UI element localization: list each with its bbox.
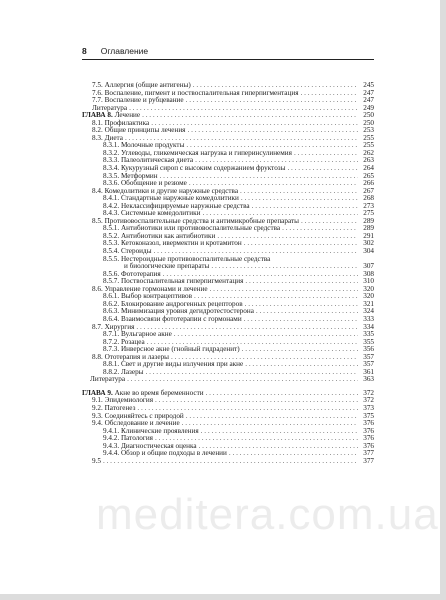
- toc-page-number: 310: [363, 277, 374, 286]
- toc-page-number: 245: [363, 81, 374, 89]
- toc-page-number: 253: [363, 126, 374, 135]
- dot-leader: [252, 203, 358, 211]
- toc-entry-text: 8.5. Противовоспалительные средства и антимикробные препараты: [92, 216, 299, 225]
- dot-leader: [182, 420, 358, 428]
- toc-entry: [82, 369, 374, 377]
- dot-leader: [201, 428, 358, 436]
- toc-page-number: 268: [363, 194, 374, 203]
- dot-leader: [287, 165, 358, 173]
- dot-leader: [294, 150, 358, 158]
- toc-entry-text: 8.4.2. Неклассифицируемые наружные средства: [103, 201, 250, 210]
- dot-leader: [186, 97, 358, 105]
- toc-page-number: 291: [363, 231, 374, 240]
- toc-entry-text: 7.7. Воспаление и рубцевание: [92, 96, 184, 105]
- header-rule: [82, 59, 374, 60]
- toc-page-number: 334: [363, 322, 374, 331]
- toc-page-number: 308: [363, 269, 374, 278]
- toc-page-number: 335: [363, 330, 374, 339]
- toc-page-number: 357: [363, 360, 374, 369]
- toc-entry-text: 8.7. Хирургия: [92, 322, 135, 331]
- toc-entry-text: 7.6. Воспаление, пигмент и поствоспалительная гиперпигментация: [92, 88, 299, 97]
- dot-leader: [127, 376, 358, 384]
- toc-page-number: 320: [363, 284, 374, 293]
- dot-leader: [245, 301, 358, 309]
- toc-page-number: 307: [363, 262, 374, 271]
- toc-page-number: 247: [363, 88, 374, 97]
- toc-entry-text: 9.4.4. Обзор и общие подходы в лечении: [103, 449, 227, 458]
- toc-entry-text: 9.2. Патогенез: [92, 403, 136, 412]
- dot-leader: [211, 263, 358, 271]
- toc-entry-text: 8.5.2. Антибиотики как антибиотики: [103, 231, 216, 240]
- toc-page-number: 376: [363, 434, 374, 443]
- dot-leader: [240, 188, 358, 196]
- toc-entry-text: 9.4. Обследование и лечение: [92, 419, 180, 428]
- toc-entry-text: 8.7.2. Розацеа: [103, 337, 145, 346]
- dot-leader: [301, 218, 358, 226]
- toc-entry-text: 8.5.7. Поствоспалительная гиперпигментация: [103, 277, 244, 286]
- dot-leader: [146, 369, 359, 377]
- toc-page-number: 321: [363, 299, 374, 308]
- dot-leader: [256, 308, 358, 316]
- dot-leader: [242, 346, 358, 354]
- toc-page-number: 275: [363, 209, 374, 218]
- toc-entry-text: 8.4.1. Стандартные наружные комедолитики: [103, 194, 239, 203]
- toc-entry-text: 8.6.2. Блокирование андрогенных рецепторов: [103, 299, 243, 308]
- toc-entry-text: 8.3. Диета: [92, 133, 123, 142]
- toc-entry-text: 8.3.6. Обобщение и резюме: [103, 179, 187, 188]
- toc-page-number: 356: [363, 345, 374, 354]
- toc-entry-title: [92, 458, 101, 466]
- toc-entry-text: Литература: [92, 103, 128, 112]
- toc-entry-text: 9.4.1. Клинические проявления: [103, 426, 199, 435]
- toc-page-number: 363: [363, 375, 374, 384]
- toc-page-number: 376: [363, 426, 374, 435]
- toc-page-number: 357: [363, 352, 374, 361]
- toc-page-number: 266: [363, 179, 374, 188]
- toc-entry-text: 8.6. Управление гормонами и лечение: [92, 284, 208, 293]
- toc-page-number: 263: [363, 156, 374, 165]
- toc-page-number: 262: [363, 148, 374, 157]
- dot-leader: [245, 278, 358, 286]
- dot-leader: [188, 127, 359, 135]
- toc-entry-text: 8.2. Общие принципы лечения: [92, 126, 186, 135]
- toc-entry-text: 8.5.3. Кетоконазол, ивермектин и кротамитон: [103, 239, 242, 248]
- toc-page-number: 320: [363, 292, 374, 301]
- toc-page-number: 249: [363, 103, 374, 112]
- toc-entry-text: 9.4.2. Патология: [103, 434, 153, 443]
- dot-leader: [244, 240, 358, 248]
- toc-page-number: 324: [363, 307, 374, 316]
- toc-entry-text: 9.5: [92, 456, 101, 465]
- dot-leader: [245, 361, 358, 369]
- dot-leader: [229, 450, 358, 458]
- dot-leader: [241, 195, 358, 203]
- dot-leader: [282, 225, 358, 233]
- toc-page-number: 289: [363, 224, 374, 233]
- toc-entry-text: 9.4.3. Диагностическая оценка: [103, 441, 197, 450]
- toc-entry-text: 8.6.3. Минимизация уровня дегидротестостерона: [103, 307, 254, 316]
- toc-page-number: 250: [363, 111, 374, 120]
- page-header: [82, 46, 374, 56]
- dot-leader: [155, 397, 358, 405]
- toc-page-number: 377: [363, 456, 374, 465]
- toc-entry-title: [90, 376, 125, 384]
- dot-leader: [301, 90, 358, 98]
- dot-leader: [186, 413, 358, 421]
- toc-entry-text: 8.6.4. Взаимосвязи фототерапии с гормонами: [103, 314, 242, 323]
- toc-entry: [82, 376, 374, 384]
- chapter-label: ГЛАВА 8.: [82, 111, 113, 120]
- chapter-label: ГЛАВА 9.: [82, 388, 113, 397]
- toc-page-number: 376: [363, 419, 374, 428]
- toc-entry-text: 8.3.2. Углеводы, гликемическая нагрузка и гиперинсулинемия: [103, 148, 292, 157]
- toc-entry-text: 8.5.1. Антибиотики или противовоспалительные средства: [103, 224, 281, 233]
- toc-page-number: 302: [363, 239, 374, 248]
- toc-entry-text: 8.1. Профилактика: [92, 118, 150, 127]
- toc-page-number: 333: [363, 314, 374, 323]
- toc-page-number: 255: [363, 133, 374, 142]
- toc-entry-text: 8.3.3. Палеолитическая диета: [103, 156, 194, 165]
- toc-page-number: 377: [363, 449, 374, 458]
- toc-entry-text: 9.1. Эпидемиология: [92, 396, 154, 405]
- dot-leader: [142, 112, 358, 120]
- dot-leader: [174, 331, 358, 339]
- toc-entry-text: 8.3.4. Кукурузный сироп с высоким содержанием фруктозы: [103, 164, 286, 173]
- toc-entry-text: 7.5. Аллергия (общие антигены): [92, 81, 191, 89]
- toc-entry-text: Акне во время беременности: [114, 388, 204, 397]
- toc-entry-text: 8.5.6. Фототерапия: [103, 269, 161, 278]
- toc-entry-text: 8.5.4. Стероиды: [103, 247, 152, 256]
- dot-leader: [129, 105, 358, 113]
- toc-entry-text: 8.4.3. Системные комедолитики: [103, 209, 201, 218]
- watermark: meditera.com.ua: [96, 490, 439, 539]
- toc-entry: [82, 450, 374, 458]
- toc-page-number: 264: [363, 164, 374, 173]
- toc-entry: [82, 458, 374, 466]
- dot-leader: [206, 390, 358, 398]
- toc-page-number: 267: [363, 186, 374, 195]
- toc-page-number: 361: [363, 367, 374, 376]
- toc-page-number: 247: [363, 96, 374, 105]
- dot-leader: [103, 458, 358, 466]
- running-title: Оглавление: [100, 46, 149, 56]
- toc-page-number: 372: [363, 396, 374, 405]
- toc-entry-text: 8.3.1. Молочные продукты: [103, 141, 185, 150]
- toc-page-number: 373: [363, 403, 374, 412]
- toc-entry-text: и биологические препараты: [124, 262, 210, 271]
- toc-entry-text: Литература: [90, 375, 126, 384]
- toc-page-number: 304: [363, 247, 374, 256]
- dot-leader: [210, 286, 358, 294]
- dot-leader: [160, 173, 358, 181]
- toc-page-number: 376: [363, 441, 374, 450]
- toc-page-number: 355: [363, 337, 374, 346]
- toc-page-number: 289: [363, 216, 374, 225]
- toc-entry-text: 8.3.5. Метформин: [103, 171, 158, 180]
- toc-entry-text: 9.3. Соединяйтесь с природой: [92, 411, 184, 420]
- toc-entry-text: 8.6.1. Выбор контрацептивов: [103, 292, 193, 301]
- toc-page-number: 265: [363, 171, 374, 180]
- toc-page-number: 250: [363, 118, 374, 127]
- dot-leader: [244, 316, 358, 324]
- toc-entry-text: 8.7.3. Инверсное акне (гнойный гидраденит): [103, 345, 240, 354]
- toc-entry-text: 8.5.5. Нестероидные противовоспалительные средства: [103, 254, 271, 263]
- toc-page-number: 372: [363, 388, 374, 397]
- toc-entry-text: 8.8. Ототерапия и лазеры: [92, 352, 170, 361]
- toc-page-number: 375: [363, 411, 374, 420]
- toc-entry-text: Лечение: [114, 111, 141, 120]
- toc-page-number: 255: [363, 141, 374, 150]
- toc-entry-title: [103, 450, 227, 458]
- toc-entry-text: 8.8.2. Лазеры: [103, 367, 144, 376]
- toc-entry-text: 8.8.1. Свет и другие виды излучения при акне: [103, 360, 244, 369]
- table-of-contents: [82, 82, 374, 465]
- toc-page-number: 273: [363, 201, 374, 210]
- page-number: 8: [82, 46, 87, 56]
- toc-entry-text: 8.4. Комедолитики и другие наружные средства: [92, 186, 239, 195]
- toc-entry-text: 8.7.1. Вульгарное акне: [103, 330, 172, 339]
- toc-entry: [82, 127, 374, 135]
